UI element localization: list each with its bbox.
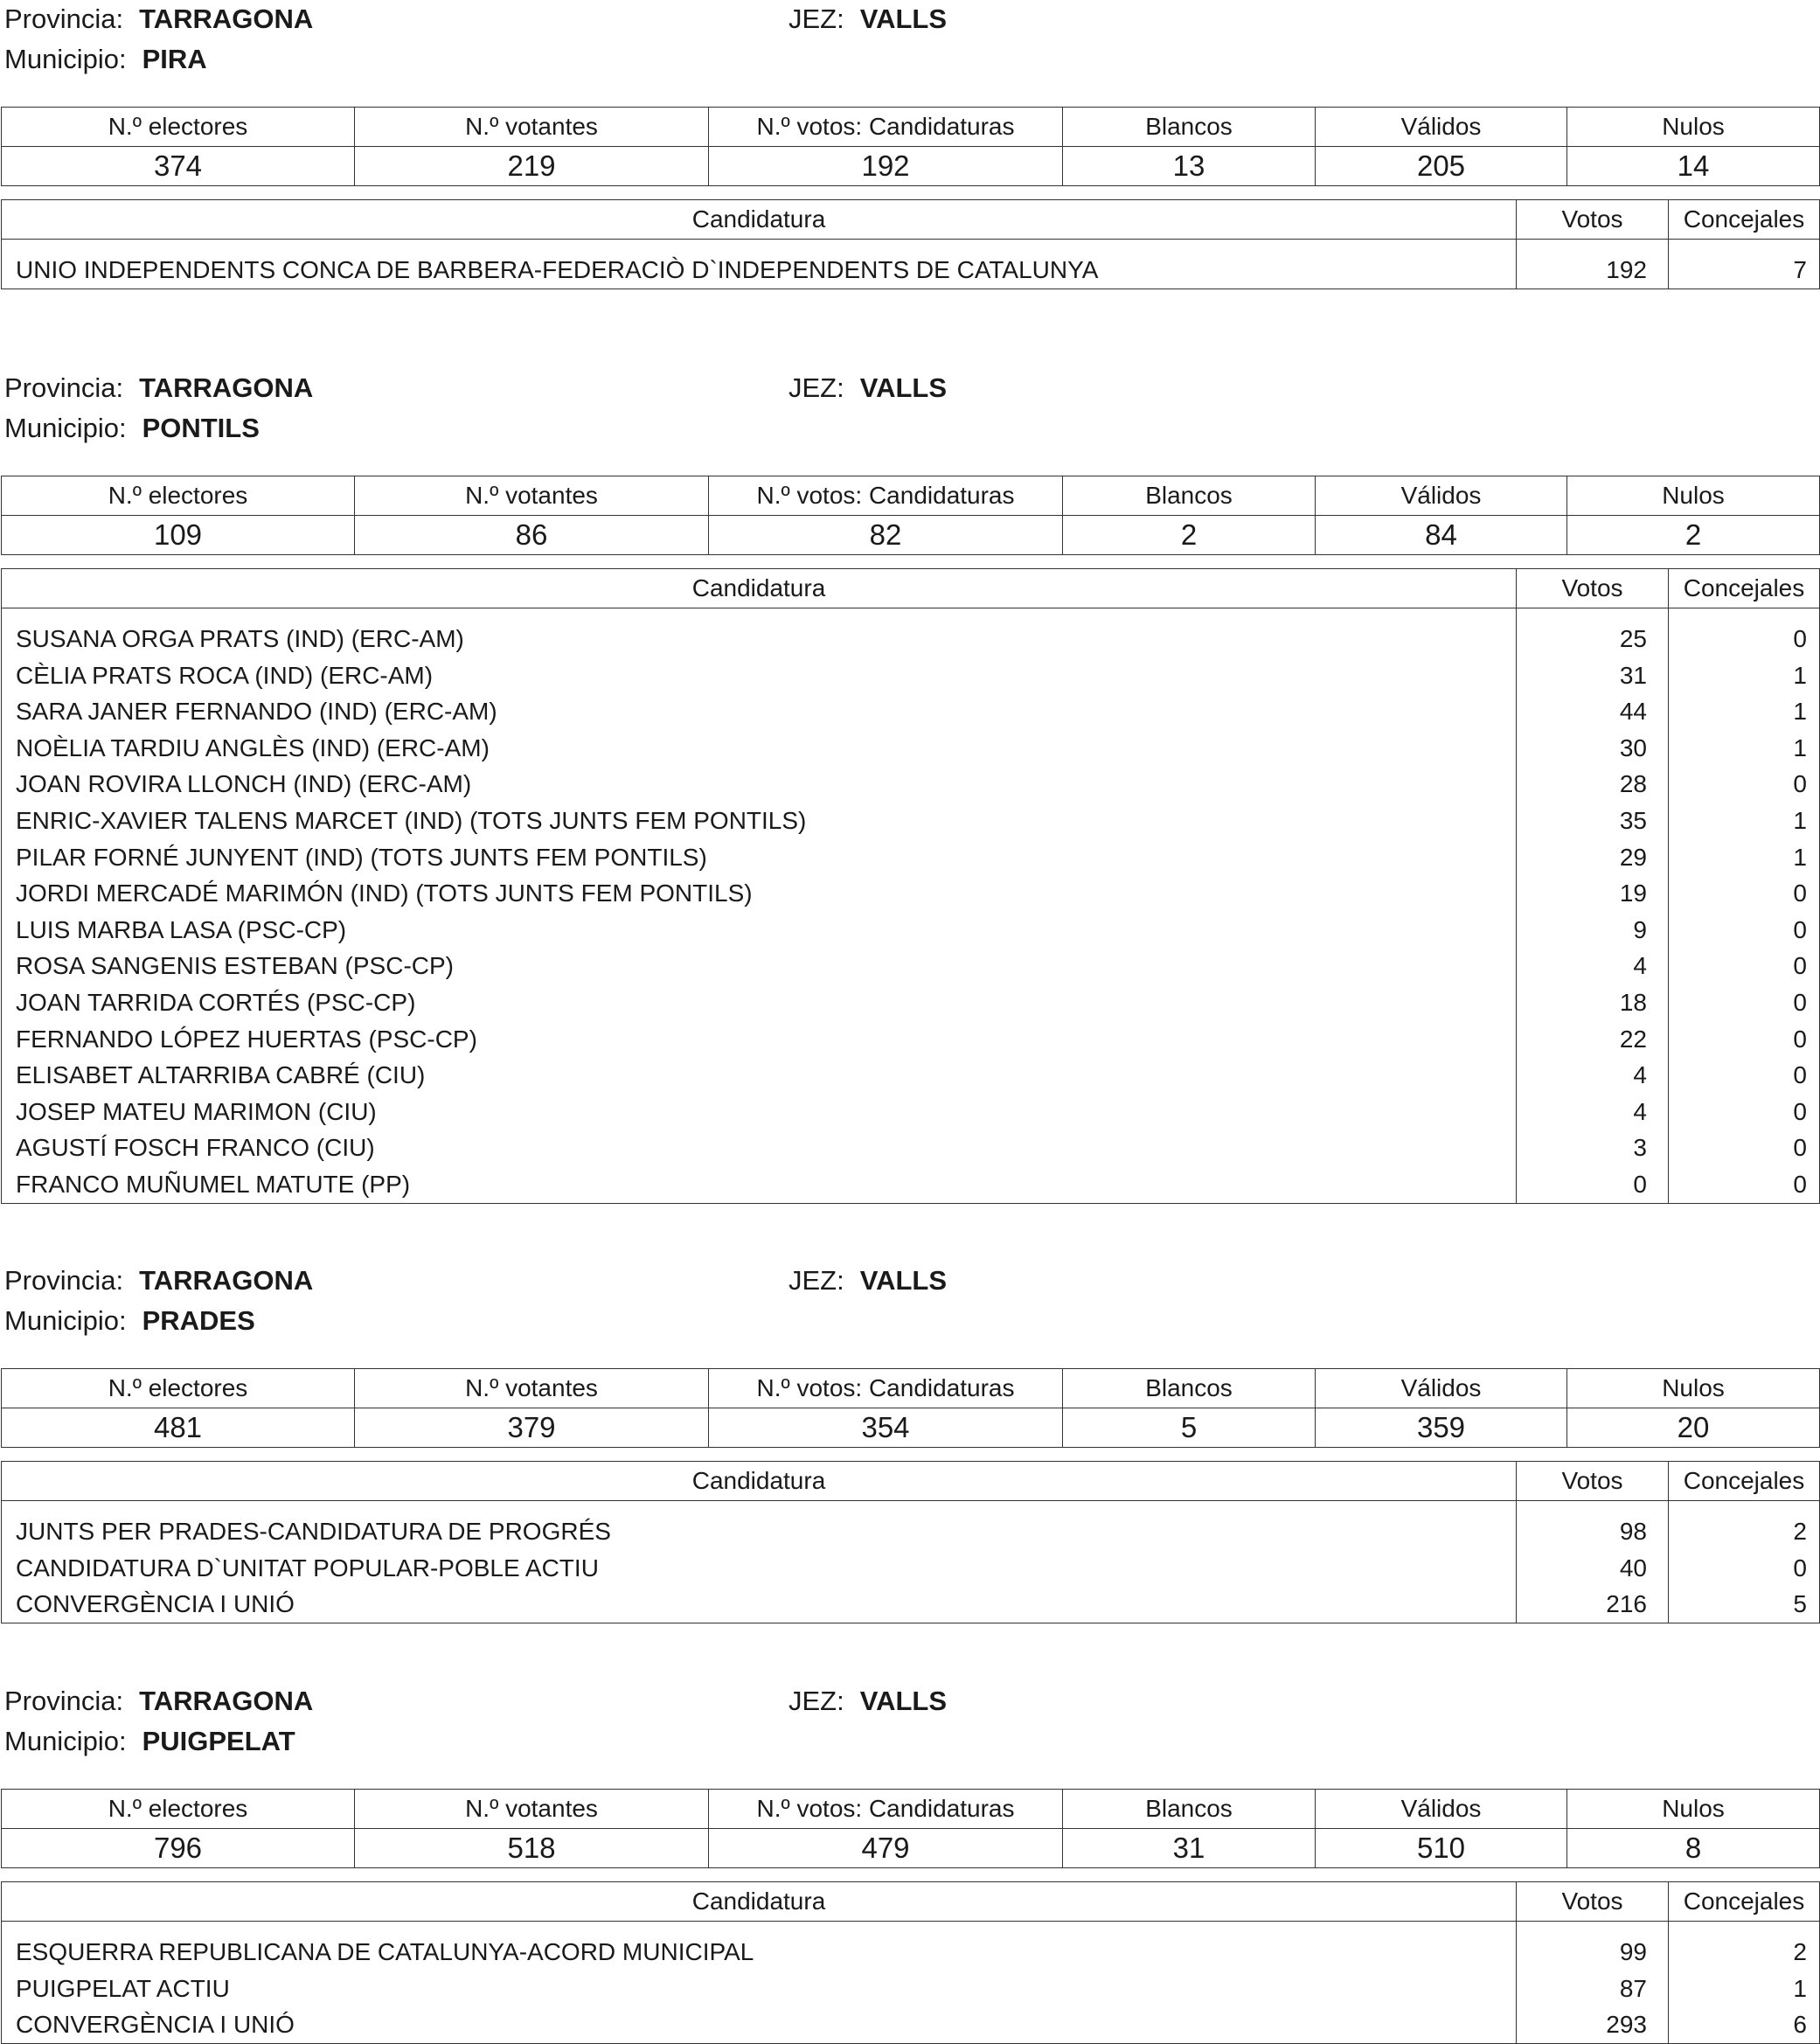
candidatura-name: JOAN ROVIRA LLONCH (IND) (ERC-AM) bbox=[16, 770, 472, 798]
municipio-line bbox=[4, 1305, 255, 1337]
votos-value: 19 bbox=[1619, 879, 1647, 907]
concejales-value: 2 bbox=[1793, 1518, 1807, 1545]
value-votantes: 379 bbox=[355, 1408, 709, 1448]
value-votos-candidaturas: 192 bbox=[709, 147, 1063, 186]
stats-table bbox=[1, 1368, 1820, 1448]
value-electores: 374 bbox=[2, 147, 355, 186]
candidatura-column bbox=[2, 1922, 1517, 2044]
concejales-value: 0 bbox=[1793, 625, 1807, 652]
candidatura-name: JOAN TARRIDA CORTÉS (PSC-CP) bbox=[16, 988, 416, 1016]
municipio-line bbox=[4, 1726, 295, 1757]
votos-value: 35 bbox=[1619, 806, 1647, 834]
concejales-value: 2 bbox=[1793, 1938, 1807, 1965]
header-blancos: Blancos bbox=[1063, 1790, 1316, 1829]
header-candidatura: Candidatura bbox=[2, 1882, 1517, 1922]
candidatures-table bbox=[1, 1461, 1820, 1623]
votos-value: 44 bbox=[1619, 698, 1647, 726]
candidatura-name: ENRIC-XAVIER TALENS MARCET (IND) (TOTS JUNTS FEM PONTILS) bbox=[16, 806, 807, 834]
candidatura-column bbox=[2, 240, 1517, 289]
header-candidatura: Candidatura bbox=[2, 569, 1517, 608]
candidatures-table bbox=[1, 199, 1820, 289]
value-electores: 109 bbox=[2, 516, 355, 555]
value-nulos: 14 bbox=[1567, 147, 1820, 186]
concejales-column bbox=[1669, 240, 1820, 289]
votos-value: 3 bbox=[1633, 1134, 1647, 1162]
candidatura-name: SUSANA ORGA PRATS (IND) (ERC-AM) bbox=[16, 625, 464, 652]
provincia-label: Provincia: bbox=[4, 1265, 124, 1296]
header-candidatura: Candidatura bbox=[2, 1462, 1517, 1501]
municipio-value: PUIGPELAT bbox=[142, 1726, 295, 1756]
votos-column bbox=[1517, 608, 1669, 1204]
votos-value: 29 bbox=[1619, 843, 1647, 871]
concejales-value: 0 bbox=[1793, 952, 1807, 980]
candidatura-name: ESQUERRA REPUBLICANA DE CATALUNYA-ACORD MUNICIPAL bbox=[16, 1938, 754, 1965]
concejales-column bbox=[1669, 1501, 1820, 1623]
concejales-column bbox=[1669, 1922, 1820, 2044]
candidatura-column bbox=[2, 608, 1517, 1204]
provincia-label: Provincia: bbox=[4, 372, 124, 403]
concejales-value: 0 bbox=[1793, 1097, 1807, 1125]
jez-value: VALLS bbox=[859, 1686, 948, 1716]
jez-line bbox=[788, 1265, 947, 1297]
municipio-label: Municipio: bbox=[4, 44, 127, 74]
header-votos: Votos bbox=[1517, 1882, 1669, 1922]
header-concejales: Concejales bbox=[1669, 200, 1820, 240]
header-votos: Votos bbox=[1517, 200, 1669, 240]
header-validos: Válidos bbox=[1316, 476, 1567, 516]
provincia-line bbox=[4, 372, 313, 404]
header-electores: N.º electores bbox=[2, 1369, 355, 1408]
header-concejales: Concejales bbox=[1669, 1462, 1820, 1501]
jez-label: JEZ: bbox=[788, 1265, 844, 1296]
value-votos-candidaturas: 82 bbox=[709, 516, 1063, 555]
concejales-column bbox=[1669, 608, 1820, 1204]
concejales-value: 7 bbox=[1793, 256, 1807, 283]
votos-column bbox=[1517, 1922, 1669, 2044]
votos-value: 28 bbox=[1619, 770, 1647, 798]
candidatura-name: LUIS MARBA LASA (PSC-CP) bbox=[16, 915, 347, 943]
concejales-value: 1 bbox=[1793, 698, 1807, 726]
concejales-value: 1 bbox=[1793, 733, 1807, 761]
candidatura-name: FRANCO MUÑUMEL MATUTE (PP) bbox=[16, 1170, 411, 1198]
header-votos-candidaturas: N.º votos: Candidaturas bbox=[709, 1790, 1063, 1829]
header-blancos: Blancos bbox=[1063, 1369, 1316, 1408]
value-validos: 359 bbox=[1316, 1408, 1567, 1448]
municipio-value: PRADES bbox=[142, 1305, 255, 1336]
header-votantes: N.º votantes bbox=[355, 1790, 709, 1829]
concejales-value: 1 bbox=[1793, 843, 1807, 871]
votos-column bbox=[1517, 1501, 1669, 1623]
provincia-value: TARRAGONA bbox=[139, 372, 314, 403]
header-blancos: Blancos bbox=[1063, 108, 1316, 147]
value-votos-candidaturas: 354 bbox=[709, 1408, 1063, 1448]
candidatura-column bbox=[2, 1501, 1517, 1623]
jez-value: VALLS bbox=[859, 1265, 948, 1296]
votos-value: 87 bbox=[1619, 1974, 1647, 2002]
candidatura-name: ELISABET ALTARRIBA CABRÉ (CIU) bbox=[16, 1061, 426, 1089]
jez-label: JEZ: bbox=[788, 3, 844, 34]
municipio-line bbox=[4, 44, 207, 75]
candidatura-name: CONVERGÈNCIA I UNIÓ bbox=[16, 2011, 295, 2039]
value-votos-candidaturas: 479 bbox=[709, 1829, 1063, 1868]
header-electores: N.º electores bbox=[2, 108, 355, 147]
votos-value: 25 bbox=[1619, 625, 1647, 652]
municipio-label: Municipio: bbox=[4, 1726, 127, 1756]
votos-value: 30 bbox=[1619, 733, 1647, 761]
value-votantes: 219 bbox=[355, 147, 709, 186]
value-blancos: 5 bbox=[1063, 1408, 1316, 1448]
candidatura-name: JOSEP MATEU MARIMON (CIU) bbox=[16, 1097, 377, 1125]
header-votos-candidaturas: N.º votos: Candidaturas bbox=[709, 1369, 1063, 1408]
jez-label: JEZ: bbox=[788, 1686, 844, 1716]
value-blancos: 13 bbox=[1063, 147, 1316, 186]
header-candidatura: Candidatura bbox=[2, 200, 1517, 240]
concejales-value: 0 bbox=[1793, 1061, 1807, 1089]
jez-line bbox=[788, 372, 947, 404]
header-validos: Válidos bbox=[1316, 1790, 1567, 1829]
header-blancos: Blancos bbox=[1063, 476, 1316, 516]
candidatura-name: JORDI MERCADÉ MARIMÓN (IND) (TOTS JUNTS FEM PONTILS) bbox=[16, 879, 753, 907]
stats-table bbox=[1, 476, 1820, 555]
votos-column bbox=[1517, 240, 1669, 289]
jez-label: JEZ: bbox=[788, 372, 844, 403]
candidatura-name: CÈLIA PRATS ROCA (IND) (ERC-AM) bbox=[16, 661, 434, 689]
value-electores: 481 bbox=[2, 1408, 355, 1448]
concejales-value: 0 bbox=[1793, 1134, 1807, 1162]
header-concejales: Concejales bbox=[1669, 569, 1820, 608]
candidatura-name: FERNANDO LÓPEZ HUERTAS (PSC-CP) bbox=[16, 1025, 477, 1053]
candidatura-name: ROSA SANGENIS ESTEBAN (PSC-CP) bbox=[16, 952, 454, 980]
candidatures-table bbox=[1, 1881, 1820, 2044]
votos-value: 4 bbox=[1633, 1097, 1647, 1125]
header-electores: N.º electores bbox=[2, 476, 355, 516]
jez-value: VALLS bbox=[859, 3, 948, 34]
candidatura-name: PILAR FORNÉ JUNYENT (IND) (TOTS JUNTS FEM PONTILS) bbox=[16, 843, 707, 871]
stats-table bbox=[1, 1789, 1820, 1868]
jez-line bbox=[788, 1686, 947, 1717]
header-validos: Válidos bbox=[1316, 1369, 1567, 1408]
concejales-value: 6 bbox=[1793, 2011, 1807, 2039]
value-validos: 205 bbox=[1316, 147, 1567, 186]
provincia-value: TARRAGONA bbox=[139, 1265, 314, 1296]
candidatura-name: JUNTS PER PRADES-CANDIDATURA DE PROGRÉS bbox=[16, 1518, 611, 1545]
concejales-value: 1 bbox=[1793, 806, 1807, 834]
votos-value: 192 bbox=[1606, 256, 1647, 283]
votos-value: 4 bbox=[1633, 952, 1647, 980]
provincia-line bbox=[4, 1265, 313, 1297]
header-nulos: Nulos bbox=[1567, 476, 1820, 516]
provincia-label: Provincia: bbox=[4, 3, 124, 34]
value-nulos: 8 bbox=[1567, 1829, 1820, 1868]
votos-value: 18 bbox=[1619, 988, 1647, 1016]
concejales-value: 0 bbox=[1793, 915, 1807, 943]
header-votos-candidaturas: N.º votos: Candidaturas bbox=[709, 108, 1063, 147]
provincia-value: TARRAGONA bbox=[139, 3, 314, 34]
votos-value: 9 bbox=[1633, 915, 1647, 943]
value-blancos: 2 bbox=[1063, 516, 1316, 555]
candidatura-name: SARA JANER FERNANDO (IND) (ERC-AM) bbox=[16, 698, 497, 726]
candidatures-table bbox=[1, 568, 1820, 1204]
municipio-value: PIRA bbox=[142, 44, 207, 74]
value-votantes: 518 bbox=[355, 1829, 709, 1868]
concejales-value: 0 bbox=[1793, 988, 1807, 1016]
provincia-line bbox=[4, 1686, 313, 1717]
votos-value: 99 bbox=[1619, 1938, 1647, 1965]
jez-value: VALLS bbox=[859, 372, 948, 403]
votos-value: 31 bbox=[1619, 661, 1647, 689]
municipio-value: PONTILS bbox=[142, 413, 260, 443]
concejales-value: 0 bbox=[1793, 1554, 1807, 1582]
header-votos-candidaturas: N.º votos: Candidaturas bbox=[709, 476, 1063, 516]
value-electores: 796 bbox=[2, 1829, 355, 1868]
votos-value: 4 bbox=[1633, 1061, 1647, 1089]
header-concejales: Concejales bbox=[1669, 1882, 1820, 1922]
candidatura-name: CONVERGÈNCIA I UNIÓ bbox=[16, 1590, 295, 1618]
header-validos: Válidos bbox=[1316, 108, 1567, 147]
value-blancos: 31 bbox=[1063, 1829, 1316, 1868]
candidatura-name: CANDIDATURA D`UNITAT POPULAR-POBLE ACTIU bbox=[16, 1554, 599, 1582]
municipio-label: Municipio: bbox=[4, 1305, 127, 1336]
header-nulos: Nulos bbox=[1567, 108, 1820, 147]
provincia-line bbox=[4, 3, 313, 35]
header-nulos: Nulos bbox=[1567, 1369, 1820, 1408]
candidatura-name: PUIGPELAT ACTIU bbox=[16, 1974, 230, 2002]
concejales-value: 0 bbox=[1793, 770, 1807, 798]
header-votos: Votos bbox=[1517, 1462, 1669, 1501]
jez-line bbox=[788, 3, 947, 35]
value-nulos: 2 bbox=[1567, 516, 1820, 555]
votos-value: 22 bbox=[1619, 1025, 1647, 1053]
candidatura-name: NOÈLIA TARDIU ANGLÈS (IND) (ERC-AM) bbox=[16, 733, 490, 761]
provincia-value: TARRAGONA bbox=[139, 1686, 314, 1716]
value-nulos: 20 bbox=[1567, 1408, 1820, 1448]
votos-value: 0 bbox=[1633, 1170, 1647, 1198]
concejales-value: 0 bbox=[1793, 879, 1807, 907]
candidatura-name: UNIO INDEPENDENTS CONCA DE BARBERA-FEDERACIÒ D`INDEPENDENTS DE CATALUNYA bbox=[16, 256, 1099, 283]
header-votantes: N.º votantes bbox=[355, 476, 709, 516]
candidatura-name: AGUSTÍ FOSCH FRANCO (CIU) bbox=[16, 1134, 375, 1162]
value-validos: 510 bbox=[1316, 1829, 1567, 1868]
votos-value: 40 bbox=[1619, 1554, 1647, 1582]
value-validos: 84 bbox=[1316, 516, 1567, 555]
header-nulos: Nulos bbox=[1567, 1790, 1820, 1829]
provincia-label: Provincia: bbox=[4, 1686, 124, 1716]
votos-value: 98 bbox=[1619, 1518, 1647, 1545]
municipio-label: Municipio: bbox=[4, 413, 127, 443]
header-votantes: N.º votantes bbox=[355, 108, 709, 147]
value-votantes: 86 bbox=[355, 516, 709, 555]
header-electores: N.º electores bbox=[2, 1790, 355, 1829]
concejales-value: 5 bbox=[1793, 1590, 1807, 1618]
votos-value: 216 bbox=[1606, 1590, 1647, 1618]
stats-table bbox=[1, 107, 1820, 186]
header-votos: Votos bbox=[1517, 569, 1669, 608]
concejales-value: 1 bbox=[1793, 661, 1807, 689]
concejales-value: 0 bbox=[1793, 1170, 1807, 1198]
concejales-value: 1 bbox=[1793, 1974, 1807, 2002]
header-votantes: N.º votantes bbox=[355, 1369, 709, 1408]
concejales-value: 0 bbox=[1793, 1025, 1807, 1053]
municipio-line bbox=[4, 413, 260, 444]
votos-value: 293 bbox=[1606, 2011, 1647, 2039]
